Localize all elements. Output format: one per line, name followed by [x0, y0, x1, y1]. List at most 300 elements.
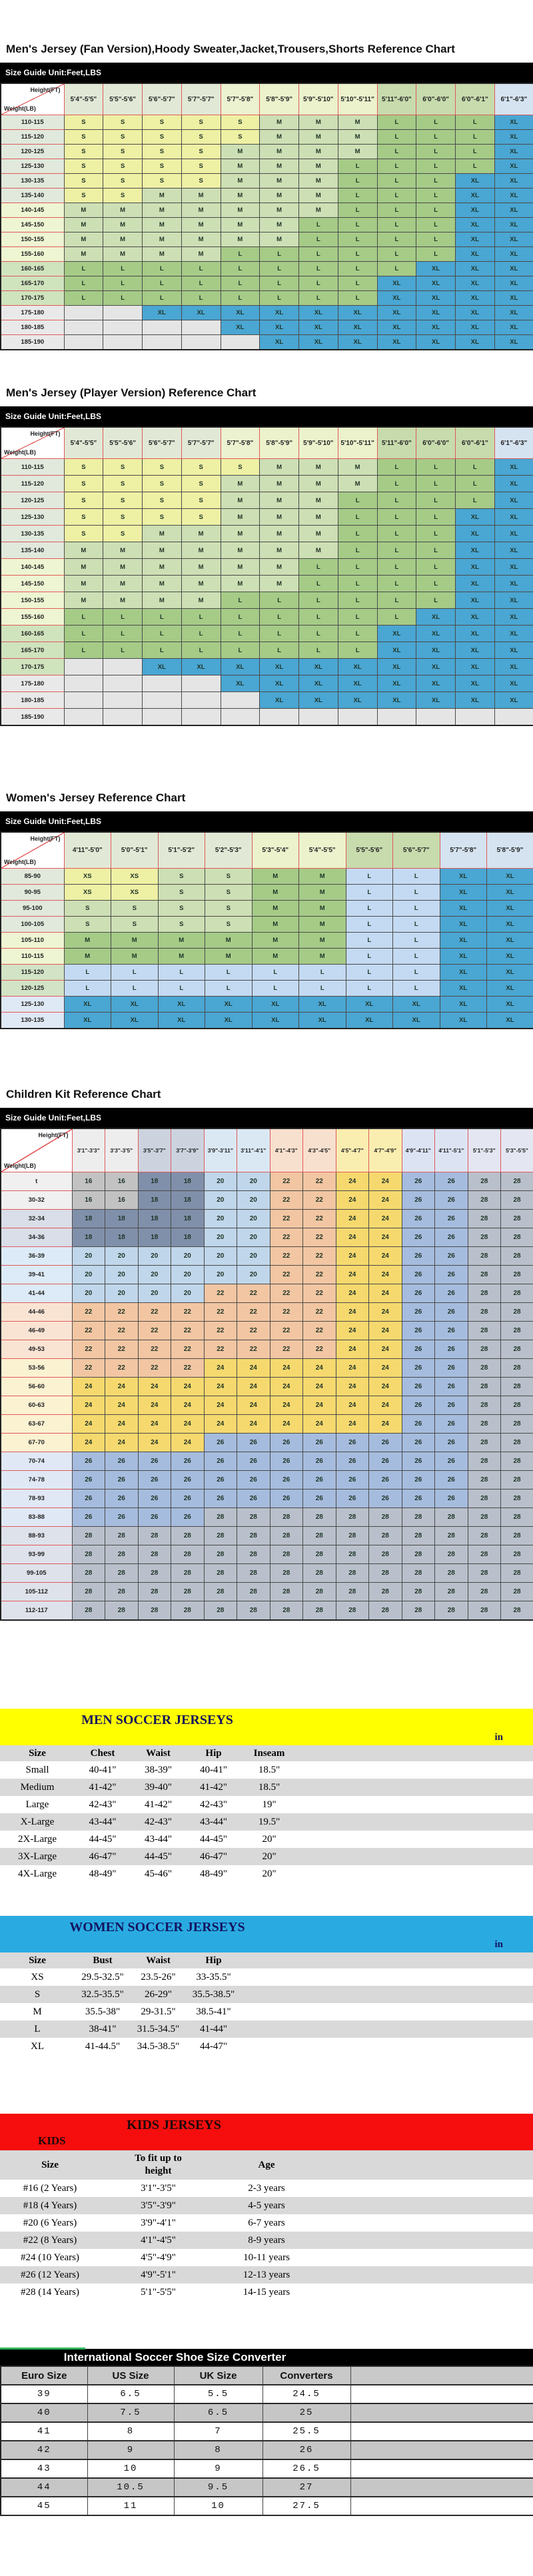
size-cell: 28 [237, 1527, 270, 1545]
size-cell: 26 [402, 1490, 435, 1508]
size-cell: XL [494, 626, 533, 642]
size-cell: L [64, 276, 103, 291]
weight-row-label: 36-39 [1, 1247, 72, 1266]
size-cell: XL [456, 174, 495, 189]
size-cell: 24 [303, 1396, 336, 1415]
grid-row [1, 1303, 533, 1322]
size-cell: L [64, 291, 103, 306]
shoe-cell: 39 [1, 2385, 87, 2403]
size-cell: XL [299, 320, 338, 335]
grid-row [1, 306, 533, 320]
size-cell: S [103, 159, 143, 174]
weight-row-label: 60-63 [1, 1396, 72, 1415]
size-cell: L [143, 262, 182, 276]
shoe-cell: 9 [87, 2441, 174, 2459]
height-column-header: 5'8"-5'9" [260, 427, 299, 459]
size-cell: 28 [435, 1601, 468, 1621]
height-weight-corner-cell [1, 427, 64, 459]
size-cell: 28 [105, 1601, 139, 1621]
size-cell: XL [111, 997, 159, 1013]
grid-row [1, 1340, 533, 1359]
size-cell: M [64, 218, 103, 232]
size-cell: XL [494, 130, 533, 145]
size-cell: 28 [501, 1266, 533, 1284]
size-cell: M [260, 509, 299, 526]
size-cell: 24 [369, 1284, 402, 1303]
table-row [0, 2180, 533, 2197]
height-column-header: 5'5"-5'6" [346, 832, 393, 869]
size-cell: M [260, 232, 299, 247]
size-cell: M [299, 917, 346, 933]
grid-row [1, 1490, 533, 1508]
size-cell: M [299, 203, 338, 218]
table-cell: 39-40" [131, 1779, 186, 1796]
size-cell: XL [377, 626, 416, 642]
size-cell: 16 [105, 1172, 139, 1191]
weight-row-label: 175-180 [1, 306, 64, 320]
size-cell: 28 [303, 1545, 336, 1564]
size-cell: L [103, 642, 143, 659]
table-cell: 33-35.5" [186, 1968, 241, 1986]
height-column-header: 4'3"-4'5" [303, 1128, 336, 1172]
size-cell: XL [338, 675, 377, 692]
size-cell: 28 [105, 1527, 139, 1545]
size-cell: 28 [468, 1284, 501, 1303]
size-cell: L [64, 965, 111, 981]
shoe-cell: 26.5 [263, 2459, 350, 2478]
size-cell: 26 [369, 1434, 402, 1452]
size-cell [103, 320, 143, 335]
table-cell [316, 2284, 533, 2301]
size-cell: L [416, 559, 456, 576]
table-cell: 45-46" [131, 1865, 186, 1883]
size-cell: 26 [237, 1452, 270, 1471]
size-cell: L [377, 130, 416, 145]
size-cell: 28 [402, 1508, 435, 1527]
chart-title-children: Children Kit Reference Chart [0, 1086, 533, 1102]
size-cell: 22 [303, 1266, 336, 1284]
grid-row [1, 115, 533, 130]
table-cell: 40-41" [75, 1761, 131, 1779]
size-cell: XL [416, 306, 456, 320]
grid-row [1, 709, 533, 726]
size-cell [143, 692, 182, 709]
size-cell: 22 [303, 1191, 336, 1210]
weight-row-label: 34-36 [1, 1228, 72, 1247]
size-cell: L [377, 459, 416, 476]
size-cell: L [143, 642, 182, 659]
size-cell: S [103, 459, 143, 476]
size-cell: L [377, 542, 416, 559]
size-cell: 28 [435, 1564, 468, 1583]
size-cell: L [338, 262, 377, 276]
size-cell: S [103, 130, 143, 145]
size-cell: 22 [270, 1191, 303, 1210]
weight-row-label: 140-145 [1, 559, 64, 576]
size-cell: 26 [138, 1508, 171, 1527]
size-cell: XL [299, 675, 338, 692]
table-row [0, 2249, 533, 2266]
size-cell: 26 [435, 1228, 468, 1247]
weight-row-label: 160-165 [1, 262, 64, 276]
weight-row-label: 78-93 [1, 1490, 72, 1508]
chart-title-mens-player: Men's Jersey (Player Version) Reference Chart [0, 385, 533, 401]
size-cell: 24 [369, 1210, 402, 1228]
table-cell: 44-45" [75, 1831, 131, 1848]
size-cell: 26 [435, 1284, 468, 1303]
size-cell: XL [393, 997, 440, 1013]
size-cell: XL [260, 306, 299, 320]
size-cell: M [221, 203, 260, 218]
size-cell: 26 [402, 1396, 435, 1415]
size-cell: L [377, 159, 416, 174]
table-cell: 10-11 years [217, 2249, 316, 2266]
size-cell: 26 [303, 1434, 336, 1452]
grid-row [1, 885, 533, 901]
size-cell: XL [487, 997, 533, 1013]
size-cell: L [205, 981, 253, 997]
size-cell: 20 [204, 1191, 237, 1210]
size-cell: 24 [303, 1415, 336, 1434]
size-cell: L [377, 609, 416, 626]
grid-row [1, 247, 533, 262]
height-column-header: 6'1"-6'3" [494, 83, 533, 115]
weight-row-label: 145-150 [1, 576, 64, 592]
size-cell: XL [456, 306, 495, 320]
size-cell: 18 [138, 1228, 171, 1247]
size-cell: XL [494, 576, 533, 592]
weight-row-label: 140-145 [1, 203, 64, 218]
size-cell: S [158, 917, 205, 933]
size-cell: L [299, 559, 338, 576]
women-jerseys-table [0, 1952, 533, 2055]
height-column-header: 5'11"-6'0" [377, 83, 416, 115]
size-cell: 20 [105, 1266, 139, 1284]
size-cell: M [221, 509, 260, 526]
size-cell: 24 [105, 1415, 139, 1434]
size-cell: L [299, 291, 338, 306]
size-cell: 28 [303, 1583, 336, 1601]
weight-row-label: 83-88 [1, 1508, 72, 1527]
table-row [0, 1865, 533, 1883]
size-cell: 26 [435, 1191, 468, 1210]
size-cell: 18 [72, 1210, 105, 1228]
size-cell: XL [494, 203, 533, 218]
size-cell: 22 [303, 1322, 336, 1340]
size-cell: XL [487, 933, 533, 949]
size-cell: L [181, 291, 221, 306]
grid-row [1, 174, 533, 189]
size-cell: M [260, 159, 299, 174]
size-cell: 26 [303, 1471, 336, 1490]
size-cell: L [393, 901, 440, 917]
size-cell: XL [456, 189, 495, 203]
height-column-header: 5'0"-5'1" [111, 832, 159, 869]
size-cell: 26 [435, 1434, 468, 1452]
size-cell: 24 [171, 1396, 205, 1415]
size-cell: XL [494, 642, 533, 659]
size-cell: 28 [237, 1545, 270, 1564]
size-cell: L [346, 917, 393, 933]
size-cell: 28 [468, 1601, 501, 1621]
size-cell: L [338, 232, 377, 247]
grid-row [1, 459, 533, 476]
size-cell: 26 [402, 1452, 435, 1471]
size-cell: 28 [369, 1583, 402, 1601]
size-cell: 24 [336, 1359, 369, 1378]
grid-row [1, 145, 533, 159]
size-cell: 28 [501, 1247, 533, 1266]
size-cell: 26 [303, 1490, 336, 1508]
size-cell: L [252, 965, 299, 981]
size-cell: XL [456, 335, 495, 350]
size-cell: XL [494, 159, 533, 174]
grid-row [1, 1284, 533, 1303]
size-cell: 26 [435, 1247, 468, 1266]
shoe-cell [350, 2478, 533, 2497]
grid-row [1, 1322, 533, 1340]
height-column-header: 5'11"-6'0" [377, 427, 416, 459]
size-cell [181, 692, 221, 709]
size-cell: XL [487, 917, 533, 933]
size-cell: 28 [468, 1452, 501, 1471]
size-cell: L [158, 981, 205, 997]
size-cell: 26 [402, 1191, 435, 1210]
shoe-row [1, 2441, 533, 2459]
table-cell: 23.5-26" [131, 1968, 186, 1986]
size-cell: M [103, 542, 143, 559]
size-cell: 22 [171, 1303, 205, 1322]
table-cell: #28 (14 Years) [0, 2284, 100, 2301]
size-cell: 28 [435, 1527, 468, 1545]
grid-header-row [1, 832, 533, 869]
shoe-cell: 6.5 [174, 2403, 263, 2422]
size-cell [64, 306, 103, 320]
size-cell: 24 [369, 1191, 402, 1210]
size-cell: XL [143, 659, 182, 675]
weight-row-label: 120-125 [1, 145, 64, 159]
size-cell: M [205, 933, 253, 949]
weight-row-label: 130-135 [1, 526, 64, 542]
size-cell: S [103, 526, 143, 542]
size-cell: 24 [369, 1415, 402, 1434]
size-cell: 24 [369, 1378, 402, 1396]
size-cell: 28 [105, 1564, 139, 1583]
size-cell: L [456, 145, 495, 159]
size-cell: S [64, 174, 103, 189]
size-cell: 24 [303, 1378, 336, 1396]
size-cell: L [143, 609, 182, 626]
size-cell: 28 [501, 1434, 533, 1452]
size-cell: 28 [369, 1601, 402, 1621]
size-cell: 28 [468, 1359, 501, 1378]
size-cell: XL [456, 232, 495, 247]
size-cell: 28 [468, 1508, 501, 1527]
size-cell: XL [440, 869, 487, 885]
size-cell: L [416, 476, 456, 492]
size-cell: S [64, 145, 103, 159]
height-column-header: 6'0"-6'0" [416, 427, 456, 459]
shoe-row [1, 2459, 533, 2478]
weight-row-label: 115-120 [1, 965, 64, 981]
size-cell: 18 [138, 1191, 171, 1210]
table-cell [241, 1986, 533, 2003]
shoe-row [1, 2478, 533, 2497]
size-cell: L [338, 276, 377, 291]
grid-row [1, 949, 533, 965]
size-cell: 20 [105, 1284, 139, 1303]
size-cell: 28 [468, 1396, 501, 1415]
size-cell: M [181, 526, 221, 542]
grid-row [1, 559, 533, 576]
shoe-cell: 43 [1, 2459, 87, 2478]
table-cell: 44-45" [186, 1831, 241, 1848]
size-cell: 28 [105, 1545, 139, 1564]
grid-row [1, 1452, 533, 1471]
table-cell [316, 2197, 533, 2214]
table-cell: 44-47" [186, 2038, 241, 2055]
size-cell: 28 [501, 1340, 533, 1359]
shoe-header-row [1, 2366, 533, 2385]
size-cell: L [111, 965, 159, 981]
grid-row [1, 626, 533, 642]
table-cell [241, 2020, 533, 2038]
height-column-header: 5'10"-5'11" [338, 427, 377, 459]
size-cell: S [181, 174, 221, 189]
size-cell: 22 [105, 1322, 139, 1340]
table-cell: #26 (12 Years) [0, 2266, 100, 2284]
grid-row [1, 869, 533, 885]
size-cell [143, 675, 182, 692]
weight-row-label: 180-185 [1, 320, 64, 335]
size-cell: 28 [468, 1340, 501, 1359]
size-cell: 28 [501, 1583, 533, 1601]
table-row [0, 2232, 533, 2249]
size-cell: XL [494, 459, 533, 476]
size-cell: 22 [303, 1228, 336, 1247]
size-cell: S [64, 459, 103, 476]
size-cell: 26 [435, 1471, 468, 1490]
size-cell: 28 [72, 1583, 105, 1601]
size-cell: 26 [171, 1471, 205, 1490]
size-cell [64, 320, 103, 335]
table-cell: 14-15 years [217, 2284, 316, 2301]
size-cell: 28 [303, 1508, 336, 1527]
size-cell: 28 [468, 1583, 501, 1601]
size-cell: 26 [138, 1471, 171, 1490]
size-cell: 22 [138, 1322, 171, 1340]
weight-row-label: 100-105 [1, 917, 64, 933]
size-cell: M [221, 526, 260, 542]
size-cell: XL [416, 642, 456, 659]
grid-row [1, 997, 533, 1013]
size-cell: 26 [435, 1490, 468, 1508]
size-cell: 28 [402, 1527, 435, 1545]
table-row [0, 2266, 533, 2284]
size-cell: 28 [468, 1564, 501, 1583]
height-column-header: 6'0"-6'1" [456, 427, 495, 459]
weight-row-label: 155-160 [1, 609, 64, 626]
size-cell: L [338, 218, 377, 232]
size-cell: 26 [171, 1452, 205, 1471]
size-cell: 24 [336, 1378, 369, 1396]
size-cell: L [260, 262, 299, 276]
height-column-header: 5'1"-5'2" [158, 832, 205, 869]
size-cell: 28 [237, 1601, 270, 1621]
size-cell: M [260, 576, 299, 592]
size-cell: 20 [138, 1247, 171, 1266]
weight-row-label: 125-130 [1, 159, 64, 174]
table-cell: 35.5-38.5" [186, 1986, 241, 2003]
table-cell: #18 (4 Years) [0, 2197, 100, 2214]
size-cell: 20 [237, 1210, 270, 1228]
height-column-header: 5'4"-5'5" [64, 83, 103, 115]
size-cell [181, 335, 221, 350]
table-cell: 42-43" [75, 1796, 131, 1813]
size-cell: S [205, 869, 253, 885]
size-cell [299, 709, 338, 726]
size-cell: 26 [435, 1452, 468, 1471]
size-cell [456, 709, 495, 726]
size-cell: L [416, 576, 456, 592]
height-column-header: 4'5"-4'7" [336, 1128, 369, 1172]
grid-row [1, 542, 533, 559]
weight-row-label: 135-140 [1, 542, 64, 559]
size-cell: 26 [402, 1378, 435, 1396]
size-cell: 28 [303, 1564, 336, 1583]
grid-row [1, 1527, 533, 1545]
size-cell: 26 [270, 1434, 303, 1452]
table-row [0, 1968, 533, 1986]
size-cell: 24 [270, 1396, 303, 1415]
mens-player-jersey-chart-section [0, 385, 533, 726]
size-cell: L [393, 949, 440, 965]
size-cell: 28 [138, 1583, 171, 1601]
shoe-cell: 27 [263, 2478, 350, 2497]
size-cell: M [64, 203, 103, 218]
size-cell [103, 675, 143, 692]
size-cell: L [143, 291, 182, 306]
size-cell: S [103, 115, 143, 130]
size-cell: 28 [336, 1508, 369, 1527]
corner-height-label: Height(FT) [39, 1132, 69, 1138]
table-cell: 4X-Large [0, 1865, 75, 1883]
size-cell: L [221, 247, 260, 262]
size-cell: L [260, 609, 299, 626]
size-cell: 26 [237, 1434, 270, 1452]
mens-fan-jersey-chart-section [0, 41, 533, 350]
size-cell: XL [377, 335, 416, 350]
weight-row-label: 135-140 [1, 189, 64, 203]
size-cell: L [393, 981, 440, 997]
size-cell: L [338, 247, 377, 262]
shoe-cell: 42 [1, 2441, 87, 2459]
size-cell: L [416, 509, 456, 526]
height-column-header: 3'11"-4'1" [237, 1128, 270, 1172]
size-cell: 20 [237, 1228, 270, 1247]
size-cell: XL [143, 306, 182, 320]
size-cell: 28 [468, 1545, 501, 1564]
size-cell: M [260, 459, 299, 476]
grid-row [1, 476, 533, 492]
size-cell: 26 [303, 1452, 336, 1471]
grid-row [1, 159, 533, 174]
size-cell: 28 [105, 1583, 139, 1601]
kids-jerseys-table [0, 2150, 533, 2301]
weight-row-label: t [1, 1172, 72, 1191]
size-cell: XL [440, 917, 487, 933]
grid-row [1, 320, 533, 335]
